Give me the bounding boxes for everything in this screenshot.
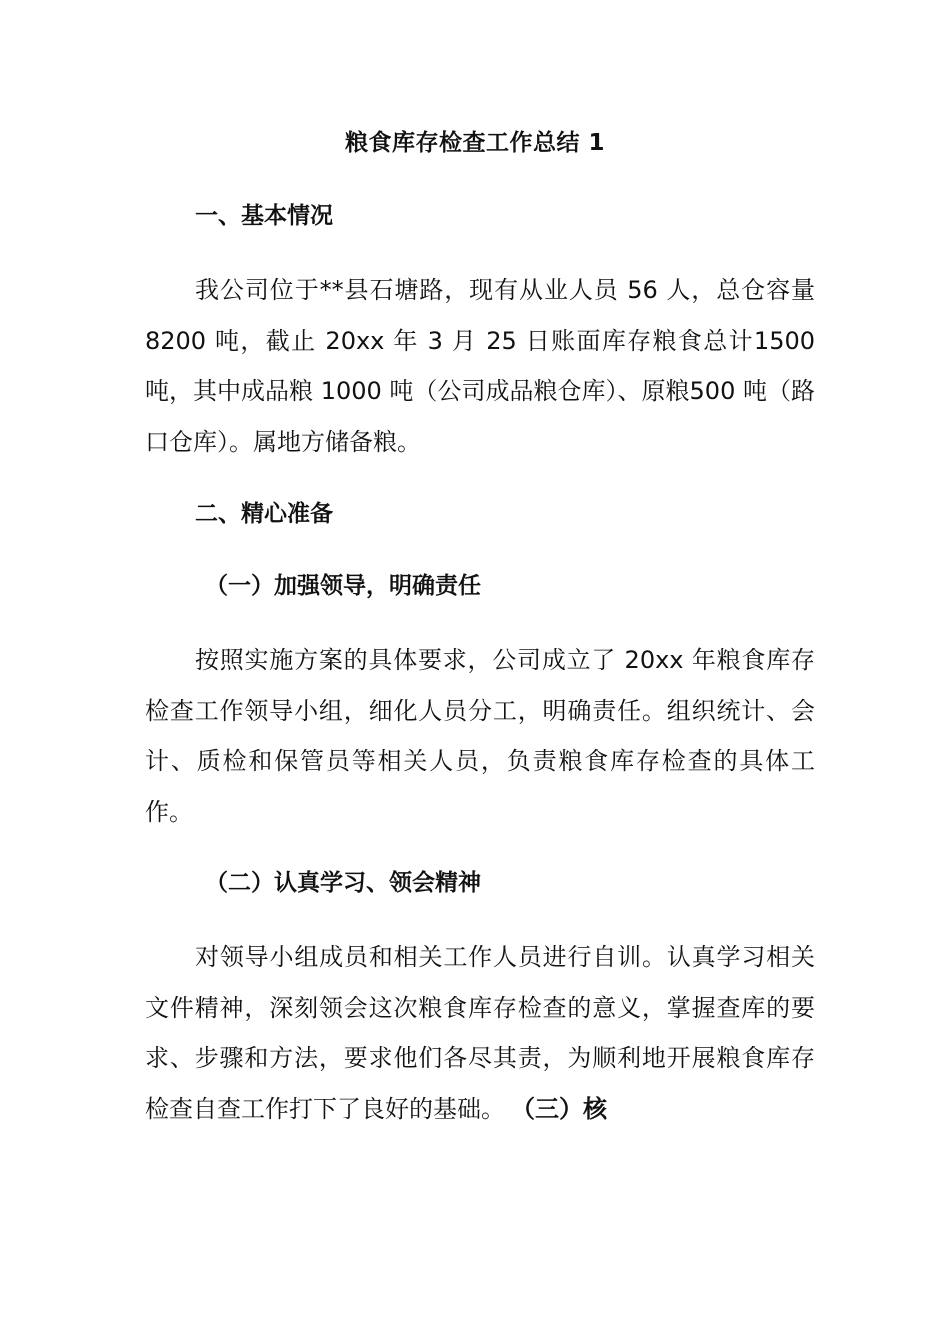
subsection-heading-study: （二）认真学习、领会精神	[205, 870, 481, 896]
paragraph-basic-info: 我公司位于**县石塘路，现有从业人员 56 人，总仓容量 8200 吨，截止 20xx 年 3 月 25 日账面库存粮食总计1500 吨，其中成品粮 1000 吨（公司成品粮仓库）、原粮500 吨（路口仓库）。属地方储备粮。	[145, 276, 815, 456]
paragraph-study-text: 对领导小组成员和相关工作人员进行自训。认真学习相关文件精神，深刻领会这次粮食库存检查的意义，掌握查库的要求、步骤和方法，要求他们各尽其责，为顺利地开展粮食库存检查自查工作打下了良好的基础。	[145, 943, 815, 1123]
paragraph-leadership: 按照实施方案的具体要求，公司成立了 20xx 年粮食库存检查工作领导小组，细化人员分工，明确责任。组织统计、会计、质检和保管员等相关人员，负责粮食库存检查的具体工作。	[145, 646, 815, 826]
subsection-heading-core-partial: （三）核	[523, 1094, 607, 1123]
subsection-heading-leadership: （一）加强领导，明确责任	[205, 573, 481, 599]
paragraph-study	[145, 932, 815, 1134]
section-heading-preparation: 二、精心准备	[195, 501, 333, 527]
document-title: 粮食库存检查工作总结 1	[344, 130, 605, 156]
section-heading-basic-info: 一、基本情况	[195, 203, 333, 229]
